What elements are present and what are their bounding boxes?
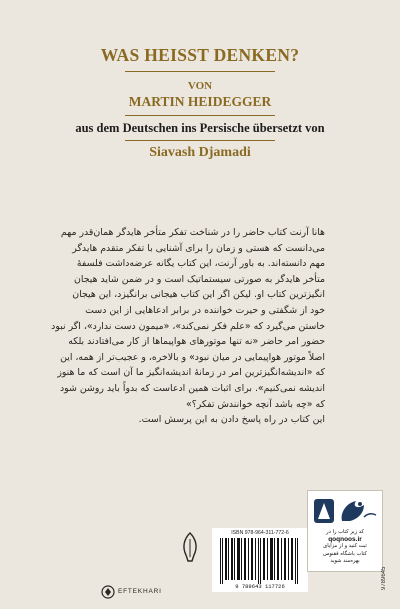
blurb-line: اندیشه نمی‌کنیم». برای اثبات همین ادعاست که بدواً باید روشن شود xyxy=(60,382,325,394)
sticker-line: ثبت کنید و از مزایای xyxy=(323,543,367,550)
by-label: VON xyxy=(187,80,213,92)
barcode-icon xyxy=(218,538,302,584)
sticker-line: کد زیر کتاب را در xyxy=(326,529,364,535)
blurb-line: اصلاً موتور هواپیمایی در میان نبود» و بالاخره، و عجیب‌تر از همه، این xyxy=(60,351,325,363)
blurb-line: مهم دانسته‌اند. به باور آرنت، این کتاب یگانه عرضه‌داشت فلسفهٔ xyxy=(76,258,325,270)
blurb-line: می‌دانست که هستی و زمان را برای آشنایی با تفکر متقدم هایدگر xyxy=(72,242,325,254)
blurb-line: که «اندیشه‌انگیزترین امر در زمانهٔ اندیشه‌انگیز ما آن است که ما هنوز xyxy=(57,367,325,379)
sticker-text xyxy=(310,529,380,565)
sticker-line: بهره‌مند شوید xyxy=(330,557,360,564)
translator-name: Siavash Djamadi xyxy=(149,145,251,160)
blurb-line: این کتاب در راه پاسخ دادن به این پرسش است. xyxy=(138,414,325,426)
blurb-line: خود از شگفتی و حیرت خواننده در برابر ادعاهایی از این دست xyxy=(85,304,325,316)
sticker-line: کتاب باشگاه ققنوس xyxy=(322,550,367,557)
publisher-emblem-icon xyxy=(178,531,202,563)
blurb-line: انگیزترین کتاب او. لیکن اگر این کتاب هیجانی برانگیزد، این هیجان xyxy=(72,289,325,301)
isbn-label: ISBN 978-964-311-772-6 xyxy=(231,530,289,536)
translation-note: aus dem Deutschen ins Persische übersetzt von xyxy=(75,121,325,135)
sticker-website-link[interactable]: qoqnoos.ir xyxy=(328,536,362,544)
book-title: WAS HEISST DENKEN? xyxy=(100,45,300,65)
blurb-line: هانا آرنت کتاب حاضر را در شناخت تفکر متأخر هایدگر همان‌قدر مهم xyxy=(60,227,325,238)
translation-divider xyxy=(125,140,275,141)
blurb-line: حضور امر حاضر «نه تنها موتورهای هواپیماها از کار می‌افتادند بلکه xyxy=(68,336,325,348)
author-divider xyxy=(125,115,275,116)
barcode-digits: 9 789643 117726 xyxy=(235,583,285,590)
title-divider xyxy=(125,71,275,72)
blurb-line: که «چه باشد آنچه خوانندش تفکر؟» xyxy=(186,398,325,410)
blurb-line: متأخر هایدگر به صورتی سیستماتیک است و در ضمن شاید هیجان xyxy=(73,273,325,285)
side-code: 9789645 xyxy=(381,566,387,590)
isbn-barcode-block xyxy=(212,528,308,592)
blurb-text xyxy=(51,225,325,428)
publisher-sticker xyxy=(307,490,383,572)
blurb-line: خاستن می‌گیرد که «علم فکر نمی‌کند»، «میمون دست ندارد»، اگر نبود xyxy=(51,320,325,332)
publisher-name: EFTEKHARI xyxy=(118,588,162,595)
author-name: MARTIN HEIDEGGER xyxy=(128,94,272,109)
phoenix-logo-icon xyxy=(312,495,378,527)
